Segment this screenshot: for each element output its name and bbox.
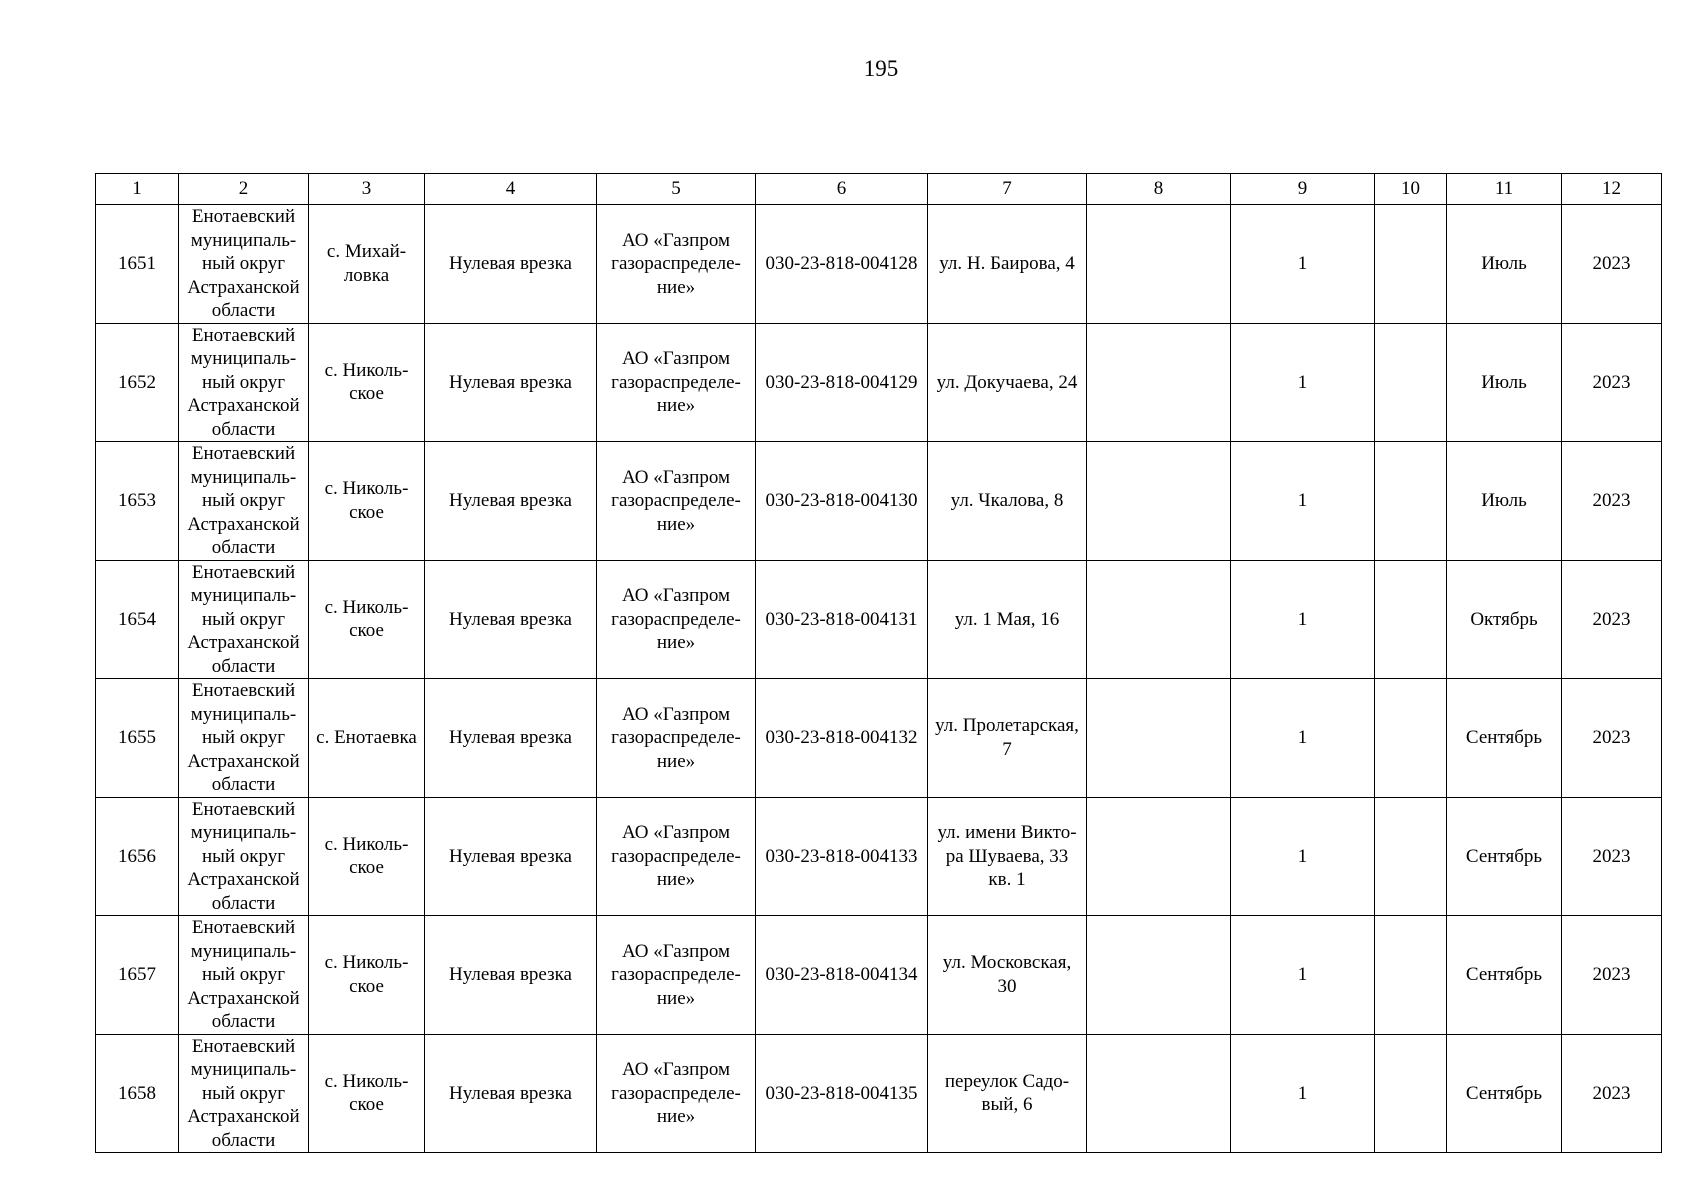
cell-text: 2023 <box>1592 253 1631 274</box>
cell-quantity <box>1231 205 1375 324</box>
cell-year <box>1562 1034 1662 1153</box>
cell-text: Енотаевский муниципаль- ный округ Астраханской области <box>187 680 300 795</box>
cell-text: АО «Газпром газораспределе- ние» <box>611 229 741 298</box>
cell-text: 030-23-818-004130 <box>765 490 918 511</box>
cell-year <box>1562 442 1662 561</box>
cell-column-10 <box>1375 797 1447 916</box>
cell-organization <box>597 323 756 442</box>
column-header-12: 12 <box>1562 174 1662 205</box>
cell-text: с. Николь- ское <box>324 596 409 642</box>
cell-text: 2023 <box>1592 845 1631 867</box>
cell-settlement <box>309 797 425 916</box>
cell-text: 1657 <box>118 964 156 985</box>
cell-quantity <box>1231 323 1375 442</box>
cell-text: 2023 <box>1592 371 1631 393</box>
cell-row-number <box>96 797 179 916</box>
cell-text: 1 <box>1297 371 1308 393</box>
cell-address <box>928 323 1087 442</box>
cell-municipality <box>179 1034 309 1153</box>
column-header-9: 9 <box>1231 174 1375 205</box>
cell-text: 1 <box>1297 1082 1308 1104</box>
cell-text: ул. имени Викто- ра Шуваева, 33 кв. 1 <box>937 822 1077 890</box>
cell-municipality <box>179 205 309 324</box>
column-header-5: 5 <box>597 174 756 205</box>
cell-text: Енотаевский муниципаль- ный округ Астраханской области <box>187 917 300 1032</box>
cell-text: Июль <box>1481 371 1527 393</box>
cell-text: 030-23-818-004132 <box>765 727 918 748</box>
cell-text: АО «Газпром газораспределе- ние» <box>611 940 741 1009</box>
cell-object-code <box>756 679 928 798</box>
column-header-8: 8 <box>1087 174 1231 205</box>
cell-year <box>1562 205 1662 324</box>
cell-settlement <box>309 323 425 442</box>
cell-work-type <box>425 323 597 442</box>
cell-month <box>1447 442 1562 561</box>
cell-column-10 <box>1375 442 1447 561</box>
cell-quantity <box>1231 679 1375 798</box>
cell-text: с. Николь- ское <box>324 833 409 879</box>
cell-column-10 <box>1375 916 1447 1035</box>
cell-text: 1 <box>1297 253 1308 274</box>
cell-text: Нулевая врезка <box>449 964 572 985</box>
cell-text: ул. 1 Мая, 16 <box>954 608 1060 630</box>
cell-text: ул. Чкалова, 8 <box>950 490 1064 511</box>
cell-text: Октябрь <box>1470 608 1538 630</box>
cell-year <box>1562 323 1662 442</box>
cell-organization <box>597 797 756 916</box>
cell-text: 030-23-818-004128 <box>765 253 918 274</box>
cell-object-code <box>756 797 928 916</box>
cell-work-type <box>425 916 597 1035</box>
cell-organization <box>597 916 756 1035</box>
cell-column-10 <box>1375 205 1447 324</box>
cell-quantity <box>1231 1034 1375 1153</box>
column-header-10: 10 <box>1375 174 1447 205</box>
cell-organization <box>597 560 756 679</box>
column-header-4: 4 <box>425 174 597 205</box>
cell-text: 2023 <box>1592 608 1631 630</box>
cell-text: Енотаевский муниципаль- ный округ Астраханской области <box>187 206 300 321</box>
cell-text: Сентябрь <box>1465 964 1543 985</box>
cell-address <box>928 797 1087 916</box>
cell-text: 1 <box>1297 845 1308 867</box>
cell-text: Нулевая врезка <box>449 845 572 867</box>
column-header-7: 7 <box>928 174 1087 205</box>
cell-quantity <box>1231 442 1375 561</box>
cell-text: 2023 <box>1592 1082 1631 1104</box>
cell-municipality <box>179 916 309 1035</box>
cell-text: Нулевая врезка <box>449 371 572 393</box>
cell-settlement <box>309 679 425 798</box>
cell-address <box>928 442 1087 561</box>
cell-column-8 <box>1087 442 1231 561</box>
cell-text: Июль <box>1481 490 1527 511</box>
cell-text: с. Енотаевка <box>316 727 417 748</box>
cell-text: с. Михай- ловка <box>326 241 407 286</box>
cell-text: 1653 <box>118 490 156 511</box>
cell-text: Енотаевский муниципаль- ный округ Астраханской области <box>187 443 300 558</box>
cell-row-number <box>96 205 179 324</box>
cell-text: АО «Газпром газораспределе- ние» <box>611 1059 741 1127</box>
table-row <box>96 323 1662 442</box>
cell-text: ул. Н. Баирова, 4 <box>939 253 1075 274</box>
cell-text: Июль <box>1481 253 1527 274</box>
cell-municipality <box>179 442 309 561</box>
cell-address <box>928 560 1087 679</box>
cell-text: 030-23-818-004133 <box>765 845 918 867</box>
cell-text: ул. Московская, 30 <box>942 952 1072 997</box>
cell-settlement <box>309 205 425 324</box>
cell-address <box>928 916 1087 1035</box>
cell-text: 1651 <box>118 253 156 274</box>
table-body <box>96 205 1662 1153</box>
cell-text: ул. Докучаева, 24 <box>936 371 1078 393</box>
cell-address <box>928 205 1087 324</box>
cell-row-number <box>96 1034 179 1153</box>
cell-object-code <box>756 323 928 442</box>
cell-column-8 <box>1087 679 1231 798</box>
cell-object-code <box>756 205 928 324</box>
cell-work-type <box>425 560 597 679</box>
table-row <box>96 1034 1662 1153</box>
cell-organization <box>597 1034 756 1153</box>
cell-text: 2023 <box>1592 964 1631 985</box>
cell-text: 1 <box>1297 608 1308 630</box>
data-table <box>95 173 1662 1153</box>
cell-column-8 <box>1087 323 1231 442</box>
cell-settlement <box>309 560 425 679</box>
cell-text: 030-23-818-004135 <box>765 1082 918 1104</box>
cell-object-code <box>756 560 928 679</box>
cell-municipality <box>179 560 309 679</box>
cell-quantity <box>1231 560 1375 679</box>
cell-text: Нулевая врезка <box>449 727 572 748</box>
table-row <box>96 205 1662 324</box>
cell-settlement <box>309 442 425 561</box>
cell-row-number <box>96 916 179 1035</box>
cell-text: АО «Газпром газораспределе- ние» <box>611 466 741 535</box>
cell-text: Сентябрь <box>1465 845 1543 867</box>
cell-text: Енотаевский муниципаль- ный округ Астраханской области <box>187 324 300 440</box>
cell-organization <box>597 205 756 324</box>
table-row <box>96 679 1662 798</box>
cell-column-8 <box>1087 1034 1231 1153</box>
cell-text: 030-23-818-004131 <box>765 608 918 630</box>
cell-month <box>1447 323 1562 442</box>
cell-text: Нулевая врезка <box>449 490 572 511</box>
cell-work-type <box>425 442 597 561</box>
cell-row-number <box>96 679 179 798</box>
cell-organization <box>597 679 756 798</box>
cell-municipality <box>179 797 309 916</box>
cell-settlement <box>309 916 425 1035</box>
column-header-11: 11 <box>1447 174 1562 205</box>
cell-year <box>1562 679 1662 798</box>
cell-text: 1 <box>1297 964 1308 985</box>
cell-text: с. Николь- ское <box>324 478 409 523</box>
cell-text: 030-23-818-004129 <box>765 371 918 393</box>
cell-month <box>1447 679 1562 798</box>
cell-row-number <box>96 442 179 561</box>
cell-text: 1654 <box>118 608 156 630</box>
cell-text: 2023 <box>1592 490 1631 511</box>
cell-text: 1656 <box>118 845 156 867</box>
cell-work-type <box>425 679 597 798</box>
column-header-2: 2 <box>179 174 309 205</box>
cell-text: Сентябрь <box>1465 1082 1543 1104</box>
cell-column-8 <box>1087 797 1231 916</box>
cell-text: ул. Пролетарская, 7 <box>935 715 1079 760</box>
cell-year <box>1562 560 1662 679</box>
cell-year <box>1562 797 1662 916</box>
cell-column-8 <box>1087 560 1231 679</box>
cell-work-type <box>425 797 597 916</box>
cell-month <box>1447 560 1562 679</box>
cell-text: с. Николь- ское <box>324 359 409 405</box>
cell-text: Енотаевский муниципаль- ный округ Астраханской области <box>187 561 300 677</box>
table-row <box>96 797 1662 916</box>
cell-text: Нулевая врезка <box>449 1082 572 1104</box>
cell-text: 1652 <box>118 371 156 393</box>
cell-column-10 <box>1375 323 1447 442</box>
cell-text: Енотаевский муниципаль- ный округ Астраханской области <box>187 1035 300 1151</box>
column-header-1: 1 <box>96 174 179 205</box>
cell-text: с. Николь- ское <box>324 1070 409 1116</box>
column-header-3: 3 <box>309 174 425 205</box>
cell-column-8 <box>1087 916 1231 1035</box>
cell-month <box>1447 797 1562 916</box>
table-row <box>96 916 1662 1035</box>
header-row <box>96 174 1662 205</box>
cell-text: АО «Газпром газораспределе- ние» <box>611 703 741 772</box>
cell-text: переулок Садо- вый, 6 <box>944 1070 1070 1116</box>
cell-month <box>1447 916 1562 1035</box>
cell-object-code <box>756 1034 928 1153</box>
cell-text: 1 <box>1297 727 1308 748</box>
cell-quantity <box>1231 797 1375 916</box>
cell-municipality <box>179 679 309 798</box>
cell-work-type <box>425 1034 597 1153</box>
cell-row-number <box>96 323 179 442</box>
cell-text: Енотаевский муниципаль- ный округ Астраханской области <box>187 798 300 914</box>
cell-text: с. Николь- ское <box>324 952 409 997</box>
table-row <box>96 560 1662 679</box>
cell-text: 1658 <box>118 1082 156 1104</box>
cell-text: АО «Газпром газораспределе- ние» <box>611 348 741 416</box>
cell-month <box>1447 205 1562 324</box>
cell-municipality <box>179 323 309 442</box>
page-number: 195 <box>863 56 899 81</box>
cell-year <box>1562 916 1662 1035</box>
cell-column-10 <box>1375 1034 1447 1153</box>
cell-object-code <box>756 442 928 561</box>
cell-text: Нулевая врезка <box>449 253 572 274</box>
cell-address <box>928 679 1087 798</box>
cell-text: 1 <box>1297 490 1308 511</box>
cell-text: Сентябрь <box>1465 727 1543 748</box>
cell-text: АО «Газпром газораспределе- ние» <box>611 822 741 890</box>
cell-text: 030-23-818-004134 <box>765 964 918 985</box>
cell-column-10 <box>1375 560 1447 679</box>
table-header <box>96 174 1662 205</box>
cell-text: Нулевая врезка <box>449 608 572 630</box>
cell-column-10 <box>1375 679 1447 798</box>
cell-text: АО «Газпром газораспределе- ние» <box>611 585 741 653</box>
cell-object-code <box>756 916 928 1035</box>
cell-settlement <box>309 1034 425 1153</box>
cell-column-8 <box>1087 205 1231 324</box>
column-header-6: 6 <box>756 174 928 205</box>
cell-month <box>1447 1034 1562 1153</box>
cell-organization <box>597 442 756 561</box>
cell-work-type <box>425 205 597 324</box>
table-row <box>96 442 1662 561</box>
cell-quantity <box>1231 916 1375 1035</box>
cell-address <box>928 1034 1087 1153</box>
cell-text: 2023 <box>1592 727 1631 748</box>
cell-text: 1655 <box>118 727 156 748</box>
cell-row-number <box>96 560 179 679</box>
